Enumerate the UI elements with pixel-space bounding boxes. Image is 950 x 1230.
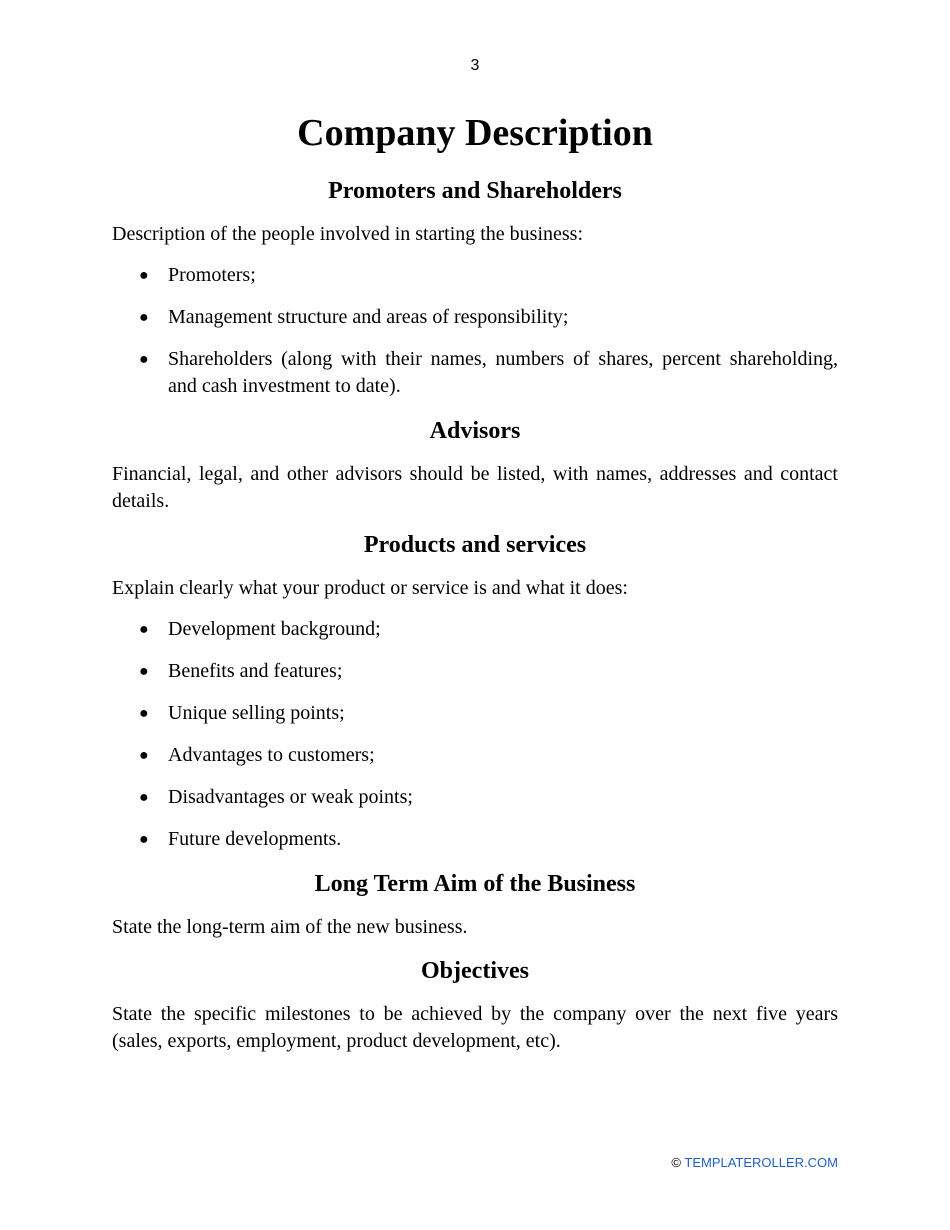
bullet-icon: ● (139, 747, 149, 764)
page-title: Company Description (297, 112, 653, 154)
bullet-icon: ● (139, 309, 149, 326)
bullet-icon: ● (139, 663, 149, 680)
heading-aim: Long Term Aim of the Business (314, 871, 636, 897)
heading-promoters: Promoters and Shareholders (328, 178, 622, 204)
heading-advisors: Advisors (429, 418, 521, 444)
bullet-icon: ● (139, 267, 149, 284)
document-body (112, 108, 838, 1069)
aim-text: State the long-term aim of the new business. (112, 916, 468, 938)
promoters-intro: Description of the people involved in starting the business: (112, 223, 584, 245)
heading-products: Products and services (363, 532, 587, 558)
list-item: ● Advantages to customers; (112, 742, 838, 769)
products-intro: Explain clearly what your product or service is and what it does: (112, 577, 628, 599)
page-number: 3 (470, 57, 480, 74)
bullet-icon: ● (139, 621, 149, 638)
bullet-icon: ● (139, 705, 149, 722)
list-item: ● Benefits and features; (112, 658, 838, 685)
list-item: ● Development background; (112, 616, 838, 643)
advisors-text: Financial, legal, and other advisors should be listed, with names, addresses and contact details. (112, 463, 838, 512)
promoters-list (112, 262, 838, 400)
list-item: ● Disadvantages or weak points; (112, 784, 838, 811)
list-item: ● Future developments. (112, 826, 838, 853)
bullet-icon: ● (139, 351, 149, 368)
list-item: ● Unique selling points; (112, 700, 838, 727)
bullet-icon: ● (139, 789, 149, 806)
products-list (112, 616, 838, 853)
footer-credit (671, 1155, 838, 1171)
bullet-icon: ● (139, 831, 149, 848)
heading-objectives: Objectives (421, 958, 529, 984)
list-item: ● Management structure and areas of responsibility; (112, 304, 838, 331)
list-item: ● Promoters; (112, 262, 838, 289)
templateroller-link[interactable]: TEMPLATEROLLER.COM (684, 1155, 838, 1170)
objectives-text: State the specific milestones to be achieved by the company over the next five years (sales, exports, employment, product development, etc). (112, 1003, 838, 1052)
list-item: ● Shareholders (along with their names, numbers of shares, percent shareholding, and cash investment to date). (139, 348, 838, 397)
copyright-icon: © (671, 1155, 681, 1170)
